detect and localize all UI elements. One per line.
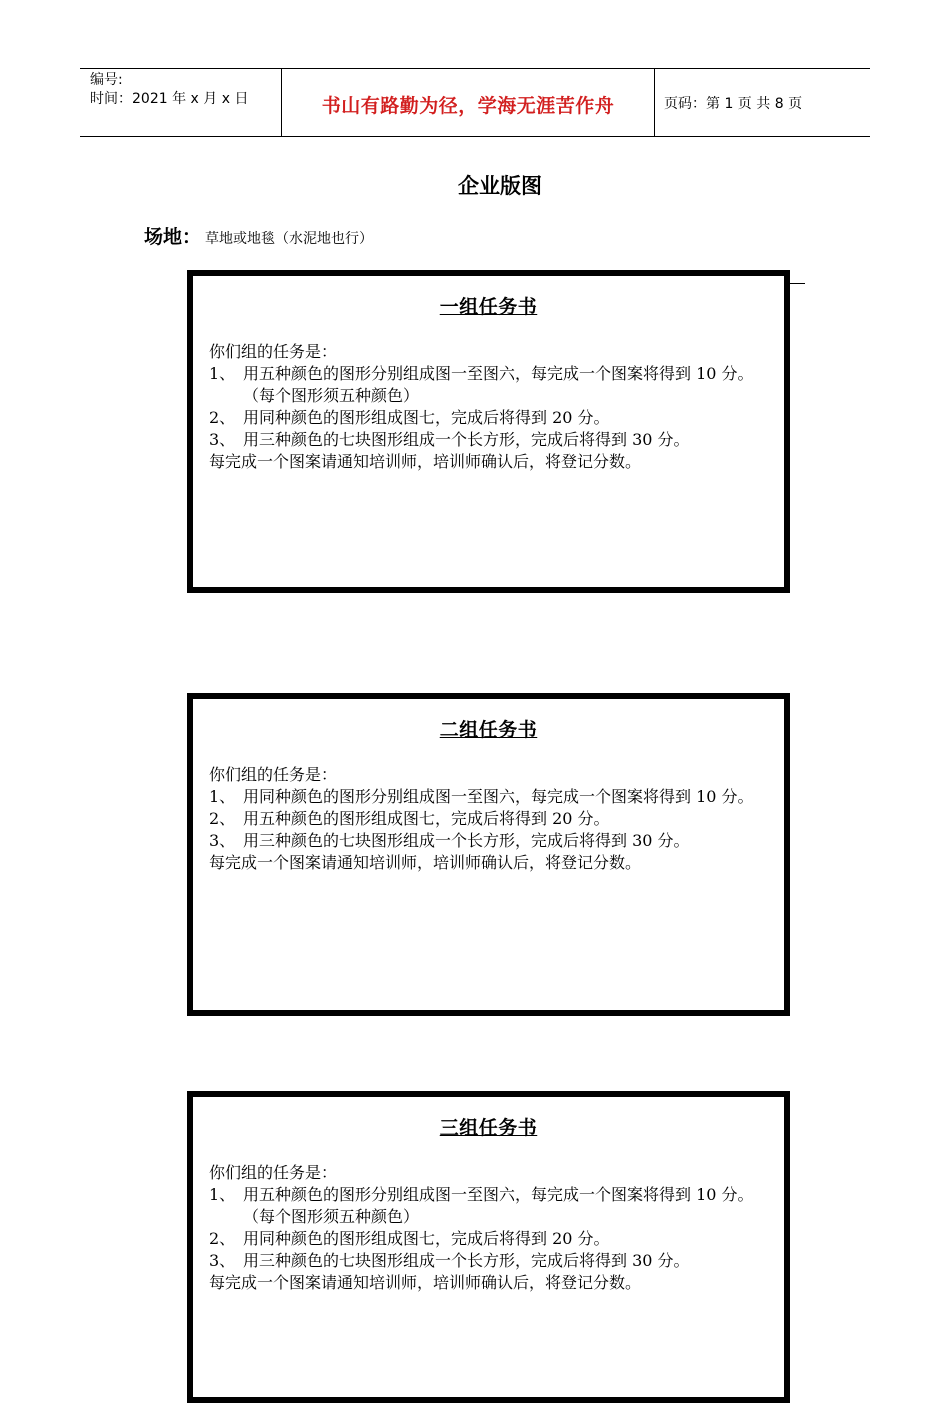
task-item — [209, 429, 774, 451]
task-item-text: 用三种颜色的七块图形组成一个长方形，完成后将得到 30 分。 — [243, 831, 690, 850]
task-item-text: 用三种颜色的七块图形组成一个长方形，完成后将得到 30 分。 — [243, 430, 690, 449]
task-item-number: 3、 — [209, 430, 236, 449]
margin-mark — [789, 283, 805, 284]
task-intro: 你们组的任务是： — [209, 342, 338, 361]
task-note: 每完成一个图案请通知培训师，培训师确认后，将登记分数。 — [209, 452, 642, 471]
task-note: 每完成一个图案请通知培训师，培训师确认后，将登记分数。 — [209, 853, 642, 872]
task-card-body — [209, 341, 774, 473]
task-item-number: 3、 — [209, 1251, 236, 1270]
header-motto: 书山有路勤为径，学海无涯苦作舟 — [321, 95, 615, 117]
venue-value: 草地或地毯（水泥地也行） — [205, 231, 374, 247]
page-number: 页码：第 1 页 共 8 页 — [664, 96, 803, 112]
document-title: 企业版图 — [458, 174, 542, 198]
venue-line — [144, 222, 373, 249]
task-item-text: 用同种颜色的图形分别组成图一至图六，每完成一个图案将得到 10 分。 — [243, 787, 754, 806]
task-item — [209, 808, 774, 830]
task-item-number: 1、 — [209, 1185, 236, 1204]
task-item-number: 2、 — [209, 1229, 236, 1248]
serial-label: 编号: — [90, 72, 123, 88]
task-item-text: 用同种颜色的图形组成图七，完成后将得到 20 分。 — [243, 1229, 610, 1248]
task-note: 每完成一个图案请通知培训师，培训师确认后，将登记分数。 — [209, 1273, 642, 1292]
task-item — [209, 407, 774, 429]
task-item — [209, 1228, 774, 1250]
task-item — [209, 1184, 774, 1228]
task-intro: 你们组的任务是： — [209, 765, 338, 784]
header-divider — [654, 69, 655, 136]
task-item-number: 2、 — [209, 408, 236, 427]
task-item-number: 1、 — [209, 364, 236, 383]
task-item-text: 用三种颜色的七块图形组成一个长方形，完成后将得到 30 分。 — [243, 1251, 690, 1270]
task-card-body — [209, 764, 774, 874]
task-item-number: 3、 — [209, 831, 236, 850]
task-card-title: 一组任务书 — [439, 296, 538, 318]
task-item — [209, 1250, 774, 1272]
task-item — [209, 830, 774, 852]
task-item-text: 用五种颜色的图形分别组成图一至图六，每完成一个图案将得到 10 分。（每个图形须五种颜色） — [243, 364, 754, 405]
task-intro: 你们组的任务是： — [209, 1163, 338, 1182]
task-item-number: 1、 — [209, 787, 236, 806]
time-label: 时间：2021 年 x 月 x 日 — [90, 91, 249, 107]
page-header — [80, 68, 870, 137]
task-item-text: 用五种颜色的图形组成图七，完成后将得到 20 分。 — [243, 809, 610, 828]
task-card-body — [209, 1162, 774, 1294]
task-item-number: 2、 — [209, 809, 236, 828]
venue-label: 场地： — [144, 226, 202, 248]
task-item-text: 用同种颜色的图形组成图七，完成后将得到 20 分。 — [243, 408, 610, 427]
task-card-group-2 — [187, 693, 790, 1016]
task-card-title: 二组任务书 — [439, 719, 538, 741]
task-card-title: 三组任务书 — [439, 1117, 538, 1139]
header-meta — [90, 71, 280, 109]
task-item — [209, 363, 774, 407]
task-item-text: 用五种颜色的图形分别组成图一至图六，每完成一个图案将得到 10 分。（每个图形须五种颜色） — [243, 1185, 754, 1226]
task-card-group-3 — [187, 1091, 790, 1403]
task-item — [209, 786, 774, 808]
task-card-group-1 — [187, 270, 790, 593]
